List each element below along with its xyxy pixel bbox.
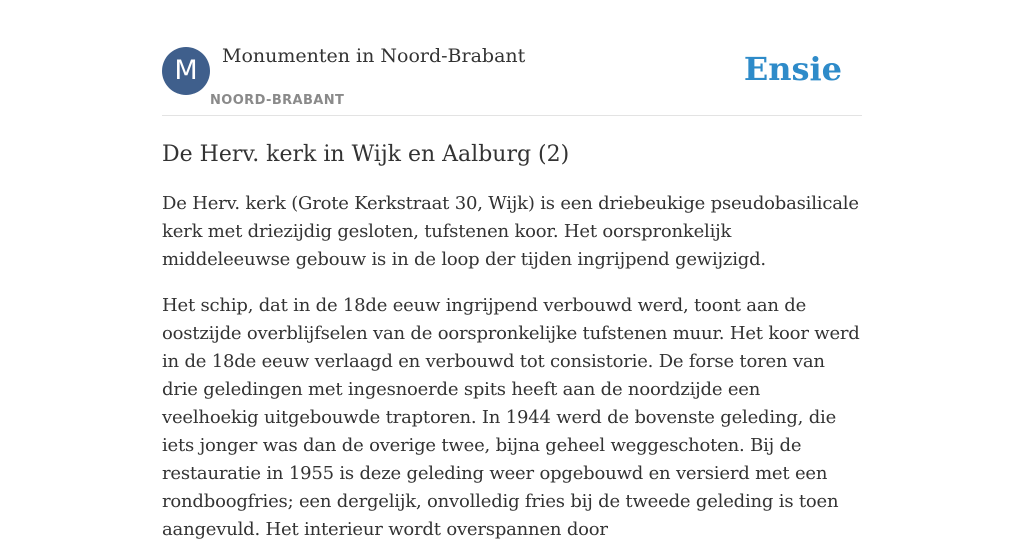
article-paragraph: De Herv. kerk (Grote Kerkstraat 30, Wijk) is een driebeukige pseudobasilicale kerk met driezijdig gesloten, tufstenen koor. Het oorspronkelijk middeleeuwse gebouw is in de loop der tijden ingrijpend gewijzigd. xyxy=(162,193,859,270)
avatar[interactable]: M xyxy=(162,47,210,95)
content-column xyxy=(162,0,862,544)
article-paragraph: Het schip, dat in de 18de eeuw ingrijpend verbouwd werd, toont aan de oostzijde overblijfselen van de oorspronkelijke tufstenen muur. Het koor werd in de 18de eeuw verlaagd en verbouwd tot consistorie. De forse toren van drie geledingen met ingesnoerde spits heeft aan de noordzijde een veelhoekig uitgebouwde traptoren. In 1944 werd de bovenste geleding, die iets jonger was dan de overige twee, bijna geheel weggeschoten. Bij de restauratie in 1955 is deze geleding weer opgebouwd en versierd met een rondboogfries; een dergelijk, onvolledig fries bij de tweede geleding is toen aangevuld. Het interieur wordt overspannen door xyxy=(162,295,860,540)
header xyxy=(162,0,862,116)
source-tag[interactable]: NOORD-BRABANT xyxy=(210,93,345,108)
source-title[interactable]: Monumenten in Noord-Brabant xyxy=(222,45,526,67)
article-title: De Herv. kerk in Wijk en Aalburg (2) xyxy=(162,142,570,167)
brand-logo[interactable]: Ensie xyxy=(743,50,842,88)
